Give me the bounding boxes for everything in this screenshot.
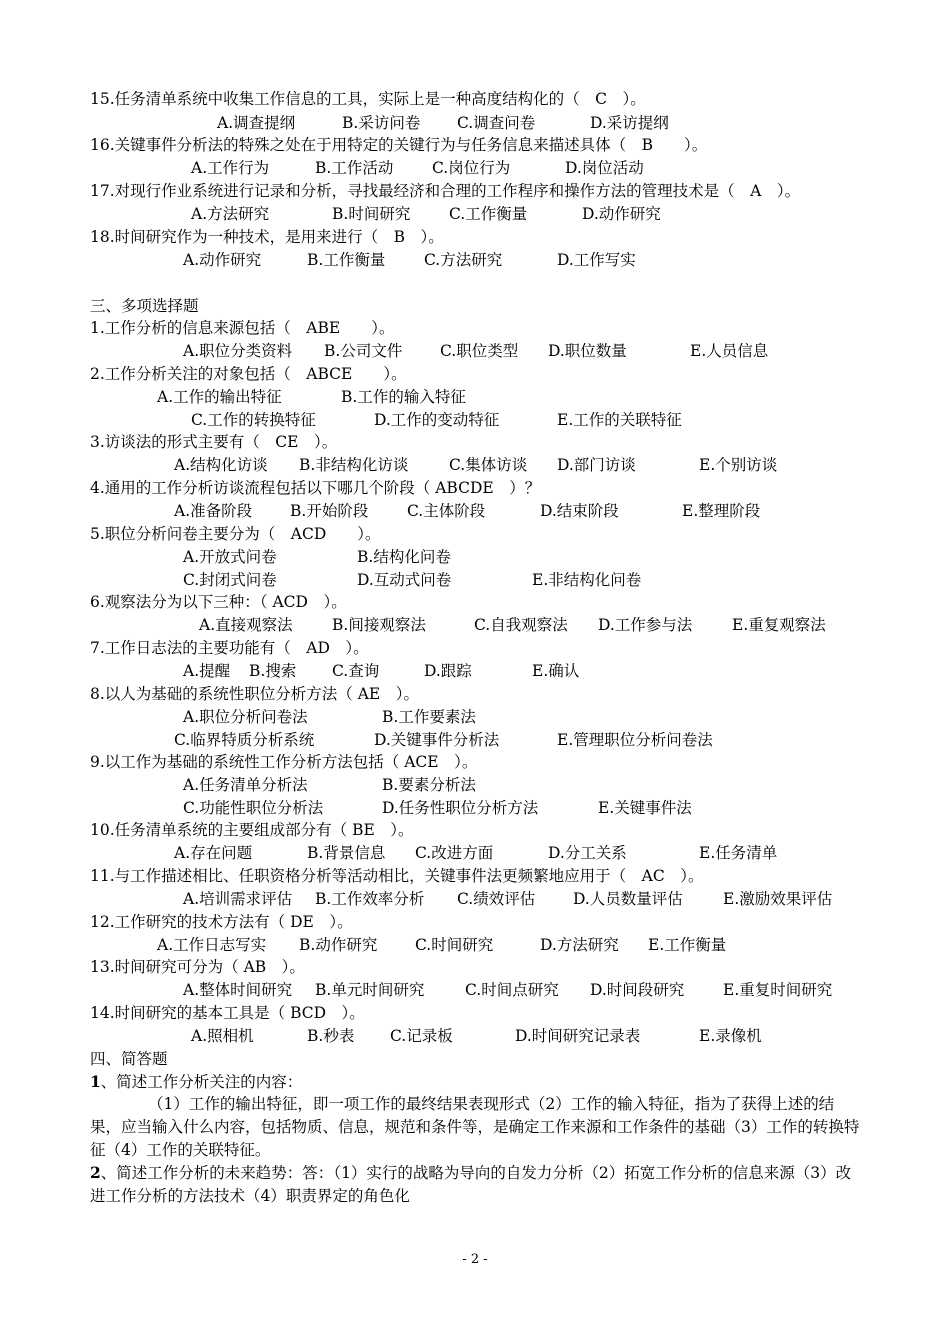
option: E.个别访谈	[699, 456, 778, 474]
question-m5: 5.职位分析问卷主要分为（ ACD ）。	[90, 525, 381, 543]
question-17: 17.对现行作业系统进行记录和分析，寻找最经济和合理的工作程序和操作方法的管理技术是（ A ）。	[90, 182, 801, 200]
option: D.采访提纲	[590, 114, 669, 132]
option: C.记录板	[390, 1027, 453, 1045]
option: B.工作活动	[315, 159, 394, 177]
option: D.职位数量	[548, 342, 627, 360]
option: E.录像机	[699, 1027, 762, 1045]
option: B.工作效率分析	[315, 890, 425, 908]
option: B.要素分析法	[382, 776, 476, 794]
option: E.激励效果评估	[723, 890, 833, 908]
option: A.工作的输出特征	[157, 388, 282, 406]
option: D.部门访谈	[557, 456, 636, 474]
option: A.整体时间研究	[183, 981, 293, 999]
option: B.秒表	[307, 1027, 355, 1045]
option: B.采访问卷	[342, 114, 421, 132]
section-title-short-answer: 四、简答题	[90, 1050, 168, 1068]
option: D.岗位活动	[565, 159, 644, 177]
question-m4: 4.通用的工作分析访谈流程包括以下哪几个阶段（ ABCDE ）？	[90, 479, 541, 497]
option: C.时间点研究	[465, 981, 559, 999]
option: D.方法研究	[540, 936, 619, 954]
question-18: 18.时间研究作为一种技术，是用来进行（ B ）。	[90, 228, 444, 246]
option: A.方法研究	[191, 205, 270, 223]
option: D.分工关系	[548, 844, 627, 862]
option: E.确认	[532, 662, 580, 680]
question-m13: 13.时间研究可分为（ AB ）。	[90, 958, 305, 976]
option: C.绩效评估	[457, 890, 536, 908]
option: D.人员数量评估	[573, 890, 683, 908]
option: D.关键事件分析法	[374, 731, 500, 749]
option: C.自我观察法	[474, 616, 568, 634]
option: A.照相机	[191, 1027, 254, 1045]
option: C.封闭式问卷	[183, 571, 277, 589]
option: A.任务清单分析法	[183, 776, 308, 794]
question-m3: 3.访谈法的形式主要有（ CE ）。	[90, 433, 338, 451]
option: B.动作研究	[299, 936, 378, 954]
option: C.改进方面	[415, 844, 494, 862]
short-answer-1-body: （1）工作的输出特征，即一项工作的最终结果表现形式（2）工作的输入特征，指为了获得上述的结果，应当输入什么内容，包括物质、信息，规范和条件等，是确定工作来源和工作条件的基础（3）工作的转换特征（4）工作的关联特征。	[90, 1095, 860, 1159]
question-m9: 9.以工作为基础的系统性工作分析方法包括（ ACE ）。	[90, 753, 478, 771]
option: D.跟踪	[424, 662, 472, 680]
section-title-multi-choice: 三、多项选择题	[90, 297, 199, 315]
option: C.方法研究	[424, 251, 503, 269]
short-answer-heading: 、简述工作分析关注的内容：	[100, 1073, 303, 1091]
option: E.非结构化问卷	[532, 571, 642, 589]
question-16: 16.关键事件分析法的特殊之处在于用特定的关键行为与任务信息来描述具体（ B ）。	[90, 136, 708, 154]
option: B.搜索	[249, 662, 297, 680]
option: C.功能性职位分析法	[183, 799, 324, 817]
option: C.调查问卷	[457, 114, 536, 132]
option: E.管理职位分析问卷法	[557, 731, 713, 749]
short-answer-1-title	[90, 1072, 302, 1092]
page-number: - 2 -	[462, 1252, 488, 1267]
option: E.工作的关联特征	[557, 411, 682, 429]
option: A.提醒	[183, 662, 231, 680]
option: B.工作要素法	[382, 708, 476, 726]
option: B.时间研究	[332, 205, 411, 223]
option: A.开放式问卷	[183, 548, 277, 566]
short-answer-2	[90, 1161, 862, 1208]
question-m12: 12.工作研究的技术方法有（ DE ）。	[90, 913, 353, 931]
question-m11: 11.与工作描述相比、任职资格分析等活动相比，关键事件法更频繁地应用于（ AC ）。	[90, 867, 704, 885]
option: C.工作衡量	[449, 205, 528, 223]
question-m1: 1.工作分析的信息来源包括（ ABE ）。	[90, 319, 395, 337]
option: D.结束阶段	[540, 502, 619, 520]
option: B.单元时间研究	[315, 981, 425, 999]
option: D.任务性职位分析方法	[382, 799, 539, 817]
option: A.职位分析问卷法	[183, 708, 308, 726]
option: A.准备阶段	[174, 502, 253, 520]
option: B.公司文件	[324, 342, 403, 360]
option: B.工作的输入特征	[341, 388, 466, 406]
option: E.人员信息	[690, 342, 769, 360]
option: C.时间研究	[415, 936, 494, 954]
option: A.职位分类资料	[183, 342, 293, 360]
option: B.非结构化访谈	[299, 456, 409, 474]
option: B.结构化问卷	[357, 548, 451, 566]
option: D.互动式问卷	[357, 571, 452, 589]
option: D.动作研究	[582, 205, 661, 223]
option: A.结构化访谈	[174, 456, 268, 474]
option: D.时间段研究	[590, 981, 685, 999]
question-15: 15.任务清单系统中收集工作信息的工具，实际上是一种高度结构化的（ C ）。	[90, 90, 646, 108]
option: E.工作衡量	[648, 936, 727, 954]
option: C.集体访谈	[449, 456, 528, 474]
option: A.调查提纲	[217, 114, 296, 132]
option: B.开始阶段	[290, 502, 369, 520]
question-m6: 6.观察法分为以下三种：（ ACD ）。	[90, 593, 347, 611]
option: A.动作研究	[183, 251, 262, 269]
option: C.职位类型	[440, 342, 519, 360]
option: A.直接观察法	[199, 616, 293, 634]
option: A.培训需求评估	[183, 890, 293, 908]
option: D.工作写实	[557, 251, 636, 269]
option: B.间接观察法	[332, 616, 426, 634]
option: C.主体阶段	[407, 502, 486, 520]
option: D.工作的变动特征	[374, 411, 500, 429]
short-answer-heading: 、简述工作分析的未来趋势：答：	[100, 1164, 334, 1182]
option: C.临界特质分析系统	[174, 731, 315, 749]
question-m7: 7.工作日志法的主要功能有（ AD ）。	[90, 639, 369, 657]
option: D.时间研究记录表	[515, 1027, 641, 1045]
option: B.工作衡量	[307, 251, 386, 269]
option: E.任务清单	[699, 844, 778, 862]
option: B.背景信息	[307, 844, 386, 862]
option: D.工作参与法	[598, 616, 693, 634]
question-m14: 14.时间研究的基本工具是（ BCD ）。	[90, 1004, 365, 1022]
question-m10: 10.任务清单系统的主要组成部分有（ BE ）。	[90, 821, 414, 839]
option: C.查询	[332, 662, 380, 680]
option: E.重复时间研究	[723, 981, 833, 999]
option: C.工作的转换特征	[191, 411, 316, 429]
short-answer-body: （1）实行的战略为导向的自发力分析（2）拓宽工作分析的信息来源（3）改进工作分析的方法技术（4）职责界定的角色化	[90, 1164, 852, 1205]
short-answer-number: 1	[90, 1072, 101, 1091]
option: E.重复观察法	[732, 616, 826, 634]
option: E.整理阶段	[682, 502, 761, 520]
question-m8: 8.以人为基础的系统性职位分析方法（ AE ）。	[90, 685, 419, 703]
option: A.工作日志写实	[157, 936, 267, 954]
short-answer-number: 2	[90, 1163, 101, 1182]
option: A.存在问题	[174, 844, 253, 862]
option: E.关键事件法	[598, 799, 692, 817]
question-m2: 2.工作分析关注的对象包括（ ABCE ）。	[90, 365, 407, 383]
option: A.工作行为	[191, 159, 270, 177]
option: C.岗位行为	[432, 159, 511, 177]
